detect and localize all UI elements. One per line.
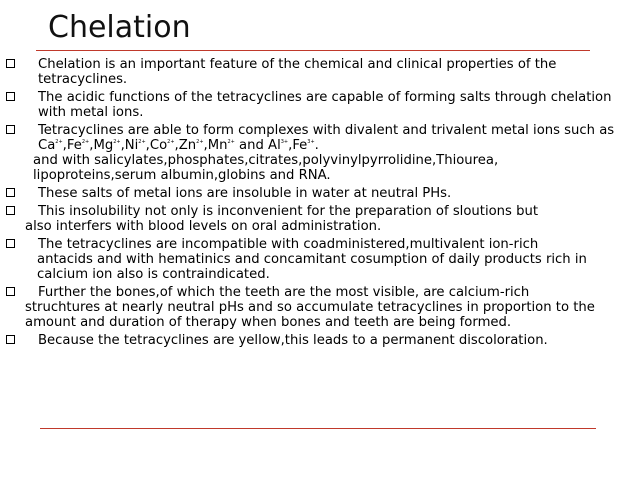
title-divider: [36, 50, 590, 51]
bullet-continuation: struchtures at nearly neutral pHs and so accumulate tetracyclines in proportion to the amount and duration of therapy when bones and teeth are being formed.: [25, 300, 595, 330]
ion: $Ni^{2+}$: [124, 138, 146, 153]
bullet-text: Further the bones,of which the teeth are the most visible, are calcium-rich: [38, 285, 530, 300]
square-bullet-icon: [6, 335, 15, 344]
bullet-item: Tetracyclines are able to form complexes with divalent and trivalent metal ions such as $Ca^{2+},Fe^{2+},Mg^{2+},Ni^{2+},Co^{2+},Zn^{2+},Mn^{2+}$ and $Al^{3+},Fe^{3+}$.: [0, 123, 630, 153]
bottom-divider: [40, 428, 596, 429]
ion: $Al^{3+}$: [268, 138, 289, 153]
ion: $Ca^{2+}$: [38, 138, 63, 153]
square-bullet-icon: [6, 188, 15, 197]
square-bullet-icon: [6, 206, 15, 215]
square-bullet-icon: [6, 287, 15, 296]
ion: $Zn^{2+}$: [178, 138, 204, 153]
bullet-item: [0, 90, 630, 120]
bullet-text: Because the tetracyclines are yellow,this leads to a permanent discoloration.: [38, 333, 548, 348]
ion: $Fe^{2+}$: [66, 138, 90, 153]
bullet-text: Chelation is an important feature of the chemical and clinical properties of the tetracyclines.: [38, 57, 557, 87]
ion: $Mn^{2+}$: [207, 138, 235, 153]
bullet-item: [0, 57, 630, 87]
bullet-item: [0, 237, 630, 252]
bullet-item: [0, 186, 630, 201]
square-bullet-icon: [6, 125, 15, 134]
bullet-text: This insolubility not only is inconvenient for the preparation of sloutions but: [38, 204, 538, 219]
bullet-text: The tetracyclines are incompatible with coadministered,multivalent ion-rich: [38, 237, 539, 252]
slide-title: Chelation: [48, 10, 191, 45]
bullet-item: [0, 204, 630, 219]
bullet-continuation: also interfers with blood levels on oral administration.: [25, 219, 382, 234]
bullet-text: The acidic functions of the tetracyclines are capable of forming salts through chelation with metal ions.: [38, 90, 612, 120]
bullet-item: [0, 333, 630, 348]
bullet-continuation: and with salicylates,phosphates,citrates,polyvinylpyrrolidine,Thiourea,: [33, 153, 499, 168]
square-bullet-icon: [6, 92, 15, 101]
ion: $Mg^{2+}$: [93, 138, 121, 153]
ion: $Co^{2+}$: [149, 138, 175, 153]
bullet-list: [0, 57, 630, 351]
square-bullet-icon: [6, 239, 15, 248]
square-bullet-icon: [6, 59, 15, 68]
bullet-continuation: lipoproteins,serum albumin,globins and RNA.: [33, 168, 331, 183]
bullet-continuation: antacids and with hematinics and concamitant cosumption of daily products rich in calcium ion also is contraindicated.: [37, 252, 587, 282]
bullet-text: These salts of metal ions are insoluble in water at neutral PHs.: [38, 186, 452, 201]
bullet-item: [0, 285, 630, 300]
ion: $Fe^{3+}$: [292, 138, 315, 153]
bullet-text: Tetracyclines are able to form complexes with divalent and trivalent metal ions such as: [38, 123, 615, 138]
